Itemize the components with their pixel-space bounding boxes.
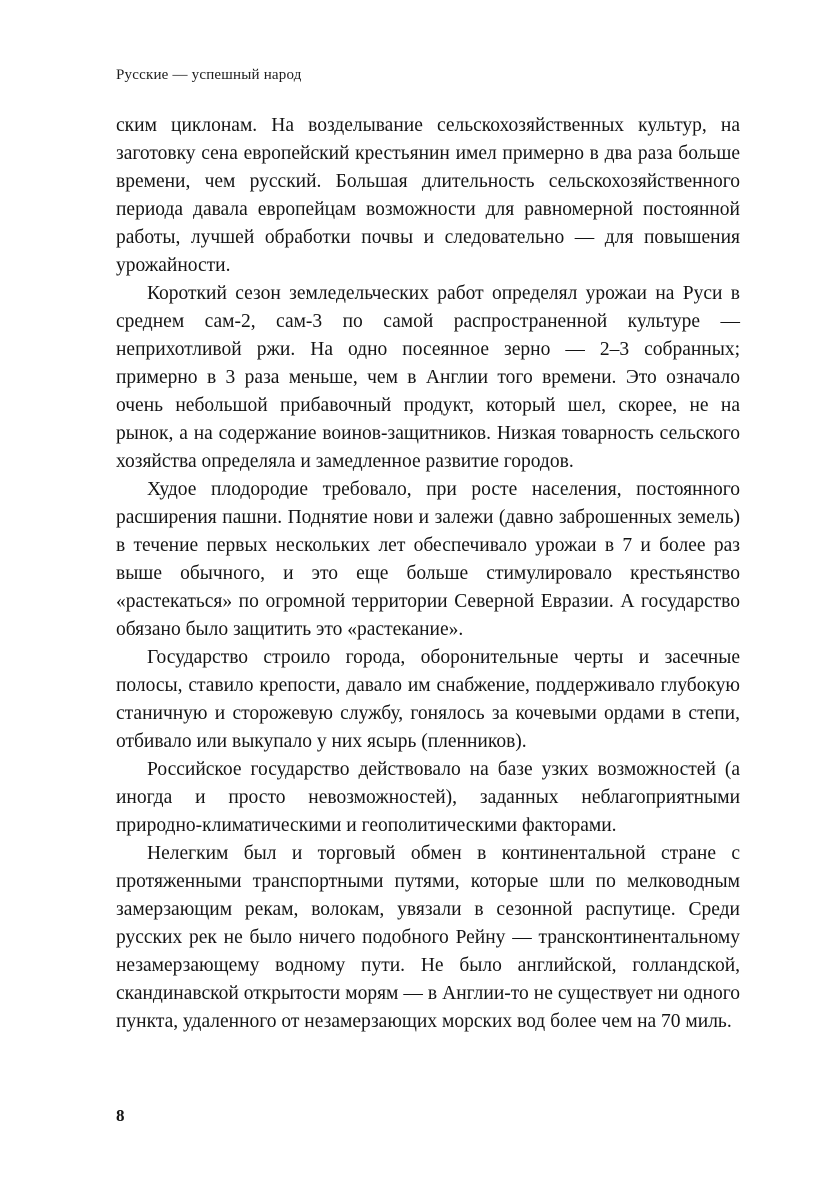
paragraph-5: Российское государство действовало на базе узких возможностей (а иногда и просто невозможностей), заданных неблагоприятными природно-климатическими и геополитическими факторами.: [116, 759, 740, 836]
paragraph-4: Государство строило города, оборонительные черты и засечные полосы, ставило крепости, давало им снабжение, поддерживало глубокую станичную и сторожевую службу, гонялось за кочевыми ордами в степи, отбивало или выкупало у них ясырь (пленников).: [116, 647, 740, 752]
running-header: Русские — успешный народ: [116, 67, 302, 83]
paragraph-6: Нелегким был и торговый обмен в континентальной стране с протяженными транспортными путями, которые шли по мелководным замерзающим рекам, волокам, увязали в сезонной распутице. Среди русских рек не было ничего подобного Рейну — трансконтинентальному незамерзающему водному пути. Не было английской, голландской, скандинавской открытости морям — в Англии-то не существует ни одного пункта, удаленного от незамерзающих морских вод более чем на 70 миль.: [116, 843, 740, 1032]
paragraph-2: Короткий сезон земледельческих работ определял урожаи на Руси в среднем сам-2, сам-3 по самой распространенной культуре — неприхотливой ржи. На одно посеянное зерно — 2–3 собранных; примерно в 3 раза меньше, чем в Англии того времени. Это означало очень небольшой прибавочный продукт, который шел, скорее, не на рынок, а на содержание воинов-защитников. Низкая товарность сельского хозяйства определяла и замедленное развитие городов.: [116, 283, 740, 472]
paragraph-3: Худое плодородие требовало, при росте населения, постоянного расширения пашни. Поднятие нови и залежи (давно заброшенных земель) в течение первых нескольких лет обеспечивало урожаи в 7 и более раз выше обычного, и это еще больше стимулировало крестьянство «растекаться» по огромной территории Северной Евразии. А государство обязано было защитить это «растекание».: [116, 479, 740, 640]
paragraph-1: ским циклонам. На возделывание сельскохозяйственных культур, на заготовку сена европейский крестьянин имел примерно в два раза больше времени, чем русский. Большая длительность сельскохозяйственного периода давала европейцам возможности для равномерной постоянной работы, лучшей обработки почвы и следовательно — для повышения урожайности.: [116, 115, 740, 276]
page-number: 8: [116, 1106, 125, 1125]
text-block: [116, 112, 740, 1036]
